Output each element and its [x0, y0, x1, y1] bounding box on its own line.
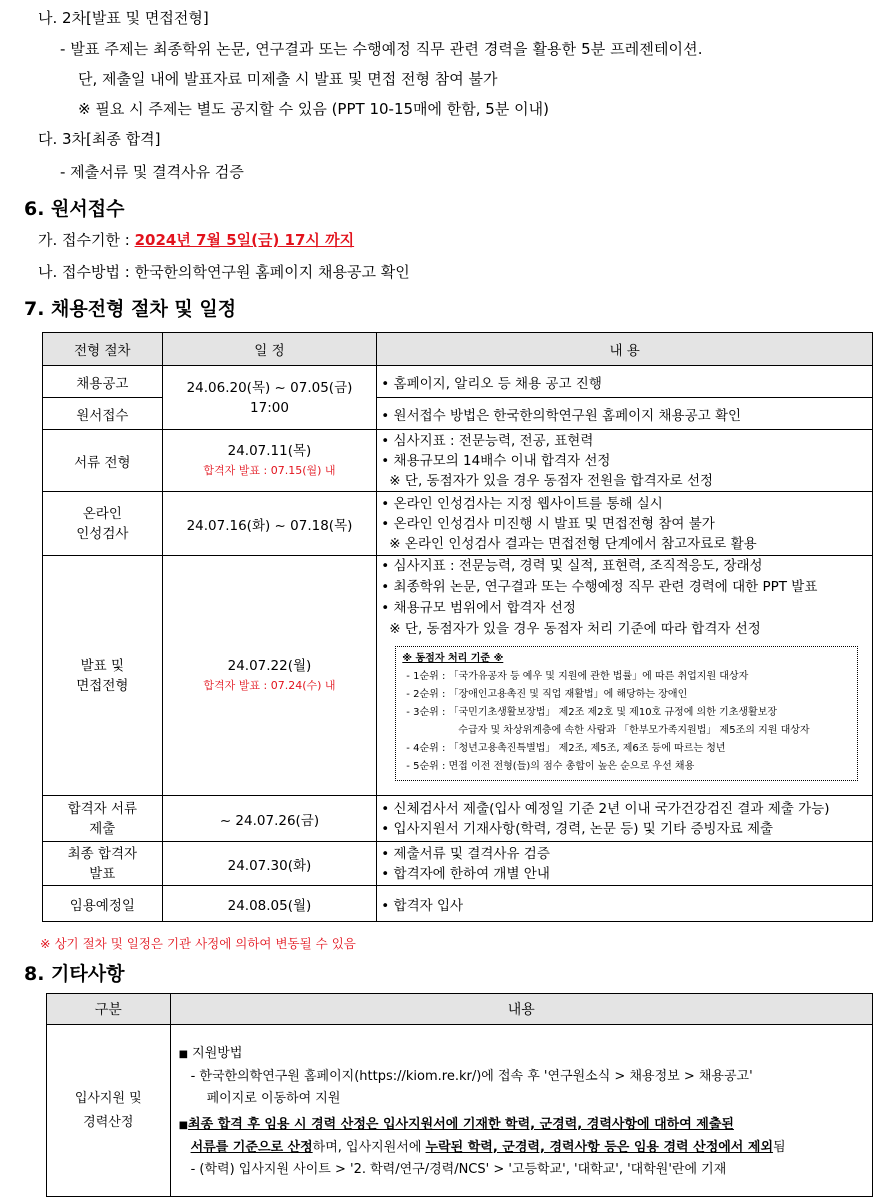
- content-cell: • 온라인 인성검사는 지정 웹사이트를 통해 실시 • 온라인 인성검사 미진행 시 발표 및 면접전형 참여 불가 ※ 온라인 인성검사 결과는 면접전형 단계에서 참고자료로 활용: [377, 492, 873, 556]
- date-cell: 24.07.11(목) 합격자 발표 : 07.15(월) 내: [162, 430, 377, 492]
- step-2-note: ※ 필요 시 주제는 별도 공지할 수 있음 (PPT 10-15매에 한함, 5분 이내): [78, 100, 549, 118]
- apply-method-item: ■ 지원방법: [178, 1045, 243, 1061]
- step-3-heading: 다. 3차[최종 합격]: [38, 130, 161, 148]
- section-6-title: 6. 원서접수: [24, 198, 125, 220]
- section-7-title: 7. 채용전형 절차 및 일정: [24, 298, 237, 320]
- deadline-line: [38, 229, 354, 250]
- header-content: 내 용: [377, 333, 873, 366]
- header-stage: 전형 절차: [43, 333, 163, 366]
- content-cell: • 심사지표 : 전문능력, 경력 및 실적, 표현력, 조직적응도, 장래성 • 최종학위 논문, 연구결과 또는 수행예정 직무 관련 경력에 대한 PPT 발표 • 채용규모 범위에서 합격자 선정 ※ 단, 동점자가 있을 경우 동점자 처리 기준에 따라 합격자 선정 ※ 동점자 처리 기준 ※ - 1순위 : 「국가유공자 등 예우 및 지원에 관한 법률」에 따른 취업지원 대상자 - 2순위 : 「장애인고용촉진 및 직업 재활법」에 해당하는 장애인 - 3순위 : 「국민기초생활보장법」 제2조 제2호 및 제10호 규정에 의한 기초생활보장 수급자 및 차상위계층에 속한 사람과 「한부모가족지원법」 제5조의 지원 대상자 - 4순위 : 「청년고용촉진특별법」 제2조, 제5조, 제6조 등에 따르는 청년 - 5순위 : 면접 이전 전형(들)의 점수 총합이 높은 순으로 우선 채용: [377, 556, 873, 796]
- stage-cell: 온라인 인성검사: [43, 492, 163, 556]
- stage-cell: 최종 합격자 발표: [43, 842, 163, 886]
- schedule-table: [42, 332, 873, 922]
- result-announce-note: 합격자 발표 : 07.24(수) 내: [203, 678, 336, 692]
- date-cell: 24.07.30(화): [162, 842, 377, 886]
- date-cell: 24.08.05(월): [162, 886, 377, 922]
- table-row: [43, 556, 873, 796]
- header-detail: 내용: [170, 994, 872, 1025]
- tie-break-title: ※ 동점자 처리 기준 ※: [402, 653, 504, 664]
- misc-table: [46, 993, 873, 1197]
- content-cell: • 심사지표 : 전문능력, 전공, 표현력 • 채용규모의 14배수 이내 합격자 선정 ※ 단, 동점자가 있을 경우 동점자 전원을 합격자로 선정: [377, 430, 873, 492]
- header-date: 일 정: [162, 333, 377, 366]
- category-cell: 입사지원 및 경력산정: [47, 1025, 171, 1197]
- square-bullet-icon: ■: [178, 1048, 189, 1060]
- date-cell: ~ 24.07.26(금): [162, 796, 377, 842]
- schedule-footnote: ※ 상기 절차 및 일정은 기관 사정에 의하여 변동될 수 있음: [40, 936, 356, 951]
- content-cell: • 신체검사서 제출(입사 예정일 기준 2년 이내 국가건강검진 결과 제출 가능) • 입사지원서 기재사항(학력, 경력, 논문 등) 및 기타 증빙자료 제출: [377, 796, 873, 842]
- step-2-heading: 나. 2차[발표 및 면접전형]: [38, 9, 209, 27]
- stage-cell: 발표 및 면접전형: [43, 556, 163, 796]
- stage-cell: 합격자 서류 제출: [43, 796, 163, 842]
- date-cell: 24.07.16(화) ~ 07.18(목): [162, 492, 377, 556]
- content-cell: • 원서접수 방법은 한국한의학연구원 홈페이지 채용공고 확인: [377, 398, 873, 430]
- date-cell: 24.07.22(월) 합격자 발표 : 07.24(수) 내: [162, 556, 377, 796]
- table-row: [47, 1025, 873, 1197]
- table-row: [43, 492, 873, 556]
- deadline-label: 가. 접수기한 :: [38, 231, 135, 249]
- stage-cell: 채용공고: [43, 366, 163, 398]
- misc-header-row: [47, 994, 873, 1025]
- application-method: 나. 접수방법 : 한국한의학연구원 홈페이지 채용공고 확인: [38, 263, 410, 281]
- section-8-title: 8. 기타사항: [24, 963, 125, 985]
- stage-cell: 원서접수: [43, 398, 163, 430]
- career-calc-item: ■최종 합격 후 임용 시 경력 산정은 입사지원서에 기재한 학력, 군경력, 경력사항에 대하여 제출된: [178, 1116, 734, 1132]
- schedule-header-row: [43, 333, 873, 366]
- header-category: 구분: [47, 994, 171, 1025]
- table-row: [43, 366, 873, 398]
- stage-cell: 임용예정일: [43, 886, 163, 922]
- table-row: [43, 842, 873, 886]
- content-cell: • 제출서류 및 결격사유 검증 • 합격자에 한하여 개별 안내: [377, 842, 873, 886]
- detail-cell: ■ 지원방법 - 한국한의학연구원 홈페이지(https://kiom.re.kr/)에 접속 후 '연구원소식 > 채용정보 > 채용공고' 페이지로 이동하여 지원 ■최종 합격 후 임용 시 경력 산정은 입사지원서에 기재한 학력, 군경력, 경력사항에 대하여 제출된 서류를 기준으로 산정하며, 입사지원서에 누락된 학력, 군경력, 경력사항 등은 임용 경력 산정에서 제외됨 - (학력) 입사지원 사이트 > '2. 학력/연구/경력/NCS' > '고등학교', '대학교', '대학원'란에 기재: [170, 1025, 872, 1197]
- content-cell: • 합격자 입사: [377, 886, 873, 922]
- table-row: [43, 430, 873, 492]
- content-cell: • 홈페이지, 알리오 등 채용 공고 진행: [377, 366, 873, 398]
- step-2-desc-cont: 단, 제출일 내에 발표자료 미제출 시 발표 및 면접 전형 참여 불가: [78, 70, 498, 88]
- stage-cell: 서류 전형: [43, 430, 163, 492]
- square-bullet-icon: ■: [178, 1119, 189, 1131]
- date-cell: 24.06.20(목) ~ 07.05(금) 17:00: [162, 366, 377, 430]
- table-row: [43, 886, 873, 922]
- step-3-desc: - 제출서류 및 결격사유 검증: [60, 163, 244, 181]
- step-2-desc: - 발표 주제는 최종학위 논문, 연구결과 또는 수행예정 직무 관련 경력을 활용한 5분 프레젠테이션.: [60, 40, 703, 58]
- table-row: [43, 796, 873, 842]
- deadline-value: 2024년 7월 5일(금) 17시 까지: [134, 231, 355, 249]
- tie-break-criteria-box: ※ 동점자 처리 기준 ※ - 1순위 : 「국가유공자 등 예우 및 지원에 관한 법률」에 따른 취업지원 대상자 - 2순위 : 「장애인고용촉진 및 직업 재활법」에 해당하는 장애인 - 3순위 : 「국민기초생활보장법」 제2조 제2호 및 제10호 규정에 의한 기초생활보장 수급자 및 차상위계층에 속한 사람과 「한부모가족지원법」 제5조의 지원 대상자 - 4순위 : 「청년고용촉진특별법」 제2조, 제5조, 제6조 등에 따르는 청년 - 5순위 : 면접 이전 전형(들)의 점수 총합이 높은 순으로 우선 채용: [395, 646, 858, 781]
- result-announce-note: 합격자 발표 : 07.15(월) 내: [203, 463, 336, 477]
